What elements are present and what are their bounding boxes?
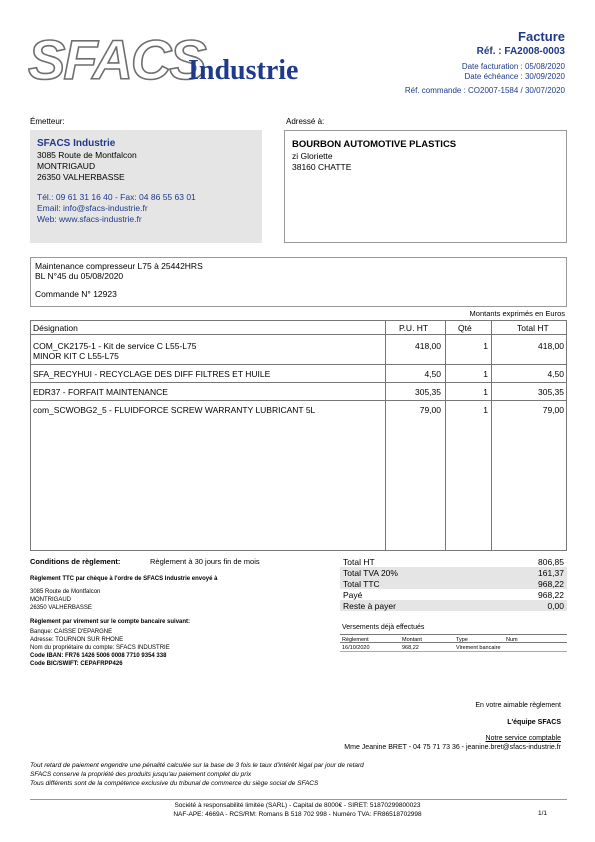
col-total: Total HT [517,323,549,333]
total-label: Payé [343,589,363,600]
banque-adresse: Adresse: TOURNON SUR RHONE [30,637,124,643]
signature-contact: Mme Jeanine BRET - 04 75 71 73 36 - jeanine.bret@sfacs-industrie.fr [344,744,561,751]
row-qte: 1 [483,369,488,379]
signature-service: Notre service comptable [485,735,561,742]
row-total: 305,35 [538,387,564,397]
reste-a-payer-row [340,600,567,611]
col-reglement: Règlement [342,636,369,643]
total-tva-row [340,567,567,578]
cheque-address1: 3085 Route de Montfalcon [30,589,101,595]
col-num: Num [506,636,518,643]
company-logo [28,28,318,94]
row-qte: 1 [483,405,488,415]
conditions-label: Conditions de règlement: [30,557,121,566]
date-echeance: Date échéance : 30/09/2020 [464,72,565,81]
total-ht-row [340,556,567,567]
row-designation: EDR37 - FORFAIT MAINTENANCE [33,387,168,397]
logo-main-text: SFACS [28,28,205,91]
legal-line2: SFACS conserve la propriété des produits jusqu'au paiement complet du prix [30,771,252,778]
versements-header [340,634,567,643]
legal-line3: Tous différents sont de la compétence exclusive du tribunal de commerce du siège social de SFACS [30,780,319,787]
total-value: 968,22 [538,578,564,589]
virement-title: Règlement par virement sur le compte bancaire suivant: [30,619,191,625]
row-designation: SFA_RECYHUI - RECYCLAGE DES DIFF FILTRES ET HUILE [33,369,271,379]
emetteur-email[interactable]: Email: info@sfacs-industrie.fr [37,203,148,213]
emetteur-web[interactable]: Web: www.sfacs-industrie.fr [37,214,142,224]
table-row [33,341,196,361]
iban: Code IBAN: FR76 1426 5006 0008 7710 9354 338 [30,653,167,659]
invoice-title: Facture [518,29,565,44]
row-total: 418,00 [538,341,564,351]
col-pu: P.U. HT [399,323,429,333]
maintenance-line2: BL N°45 du 05/08/2020 [35,271,124,281]
invoice-ref: Réf. : FA2008-0003 [476,46,565,57]
total-label: Total HT [343,556,375,567]
destinataire-address2: 38160 CHATTE [292,162,352,172]
totals-block [340,556,567,611]
items-table [30,320,567,551]
cheque-address3: 26350 VALHERBASSE [30,605,92,611]
row-qte: 1 [483,341,488,351]
emetteur-address2: MONTRIGAUD [37,161,96,171]
row-type: Virement bancaire [456,644,501,651]
total-paye-row [340,589,567,600]
versements-title: Versements déjà effectués [342,624,425,631]
col-type: Type [456,636,468,643]
row-pu: 305,35 [415,387,441,397]
row-pu: 418,00 [415,341,441,351]
cheque-title: Règlement TTC par chèque à l'ordre de SFACS Industrie envoyé à [30,576,218,582]
total-value: 806,85 [538,556,564,567]
signature-greeting: En votre aimable règlement [475,702,561,709]
emetteur-phone: Tél.: 09 61 31 16 40 - Fax: 04 86 55 63 01 [37,192,196,202]
row-pu: 4,50 [424,369,441,379]
emetteur-box [30,130,262,243]
account-owner: Nom du propriétaire du compte: SFACS INDUSTRIE [30,645,170,651]
footer-divider [30,799,567,800]
banque: Banque: CAISSE D'EPARGNE [30,629,113,635]
total-label: Reste à payer [343,600,396,611]
row-total: 4,50 [547,369,564,379]
emetteur-address3: 26350 VALHERBASSE [37,172,125,182]
payment-info [30,575,320,668]
cheque-address2: MONTRIGAUD [30,597,71,603]
col-qte: Qté [458,323,472,333]
row-montant: 968,22 [402,644,419,651]
maintenance-line3: Commande N° 12923 [35,289,117,299]
destinataire-name: BOURBON AUTOMOTIVE PLASTICS [292,139,457,150]
table-row [340,643,567,652]
total-label: Total TVA 20% [343,567,398,578]
row-designation-detail: MINOR KIT C L55-L75 [33,351,119,361]
versements-table [340,634,567,652]
signature-team: L'équipe SFACS [507,719,561,726]
emetteur-address1: 3085 Route de Montfalcon [37,150,137,160]
destinataire-box [284,130,567,243]
emetteur-label: Émetteur: [30,117,65,126]
row-designation: COM_CK2175-1 - Kit de service C L55-L75 [33,341,197,351]
row-designation: com_SCWOBG2_5 - FLUIDFORCE SCREW WARRANTY LUBRICANT 5L [33,405,316,415]
row-pu: 79,00 [419,405,441,415]
page-number: 1/1 [537,810,547,817]
date-facturation: Date facturation : 05/08/2020 [461,62,565,71]
bic: Code BIC/SWIFT: CEPAFRPP426 [30,661,123,667]
col-designation: Désignation [33,323,78,333]
total-value: 161,37 [538,567,564,578]
invoice-header [405,30,565,96]
maintenance-line1: Maintenance compresseur L75 à 25442HRS [35,261,203,271]
maintenance-box [30,257,567,307]
footer-line1: Société à responsabilité limitée (SARL) - Capital de 8000€ - SIRET: 51870299800023 [174,802,421,809]
footer-line2: NAF-APE: 4669A - RCS/RM: Romans B 518 702 998 - Numéro TVA: FR86518702998 [173,811,422,818]
logo-sub-text: Industrie [188,55,299,86]
destinataire-address1: zi Gloriette [292,151,333,161]
row-reglement: 16/10/2020 [342,644,370,651]
legal-line1: Tout retard de paiement engendre une pénalité calculée sur la base de 3 fois le taux d'intérêt légal par jour de retard [30,762,364,769]
montants-note: Montants exprimés en Euros [469,309,565,318]
emetteur-name: SFACS Industrie [37,138,116,149]
ref-commande: Réf. commande : CO2007-1584 / 30/07/2020 [404,86,565,95]
col-montant: Montant [402,636,422,643]
total-value: 968,22 [538,589,564,600]
total-value: 0,00 [547,600,564,611]
destinataire-label: Adressé à: [286,117,325,126]
total-label: Total TTC [343,578,380,589]
conditions-value: Règlement à 30 jours fin de mois [150,557,260,566]
row-total: 79,00 [542,405,564,415]
total-ttc-row [340,578,567,589]
row-qte: 1 [483,387,488,397]
